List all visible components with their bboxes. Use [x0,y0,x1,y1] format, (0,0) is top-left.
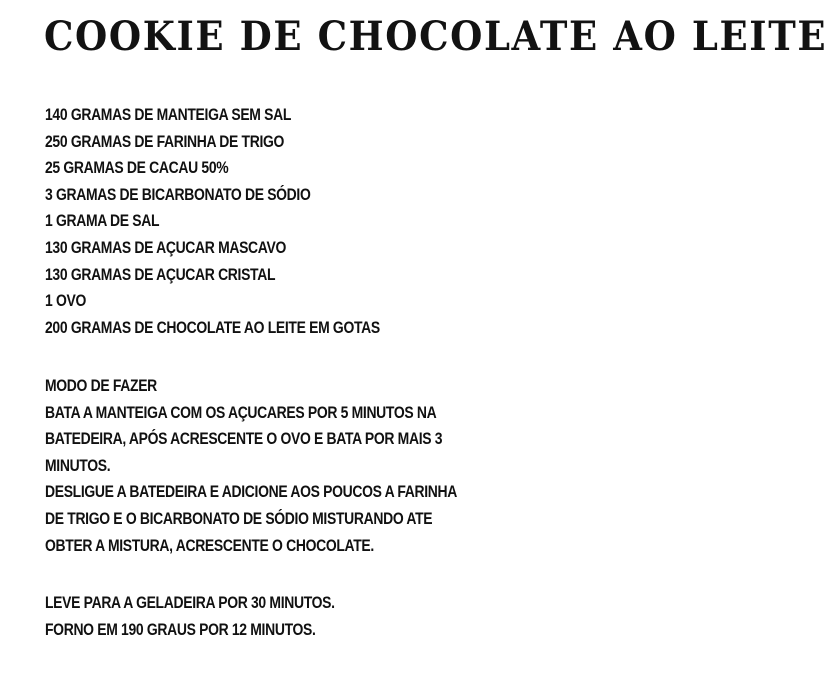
ingredient-item: 130 GRAMAS DE AÇUCAR CRISTAL [45,264,276,284]
method-line: BATEDEIRA, APÓS ACRESCENTE O OVO E BATA POR MAIS 3 [45,429,443,449]
ingredient-item: 1 GRAMA DE SAL [45,211,160,231]
note-line: FORNO EM 190 GRAUS POR 12 MINUTOS. [45,619,316,639]
ingredient-item: 200 GRAMAS DE CHOCOLATE AO LEITE EM GOTAS [45,317,380,337]
ingredient-item: 25 GRAMAS DE CACAU 50% [45,158,229,178]
recipe-title: COOKIE DE CHOCOLATE AO LEITE [44,12,827,60]
method-line: BATA A MANTEIGA COM OS AÇUCARES POR 5 MINUTOS NA [45,402,437,422]
ingredient-item: 130 GRAMAS DE AÇUCAR MASCAVO [45,237,286,257]
method-line: DESLIGUE A BATEDEIRA E ADICIONE AOS POUCOS A FARINHA [45,482,458,502]
note-line: LEVE PARA A GELADEIRA POR 30 MINUTOS. [45,593,335,612]
ingredients-list [45,102,453,341]
method-heading: MODO DE FAZER [45,376,157,395]
ingredient-item: 3 GRAMAS DE BICARBONATO DE SÓDIO [45,184,311,204]
method-line: OBTER A MISTURA, ACRESCENTE O CHOCOLATE. [45,535,374,555]
method-line: MINUTOS. [45,455,111,475]
ingredient-item: 140 GRAMAS DE MANTEIGA SEM SAL [45,105,292,124]
ingredient-item: 1 OVO [45,291,86,311]
method-section [45,373,547,559]
notes-section [45,590,398,643]
method-line: DE TRIGO E O BICARBONATO DE SÓDIO MISTURANDO ATE [45,508,433,528]
ingredient-item: 250 GRAMAS DE FARINHA DE TRIGO [45,131,285,151]
